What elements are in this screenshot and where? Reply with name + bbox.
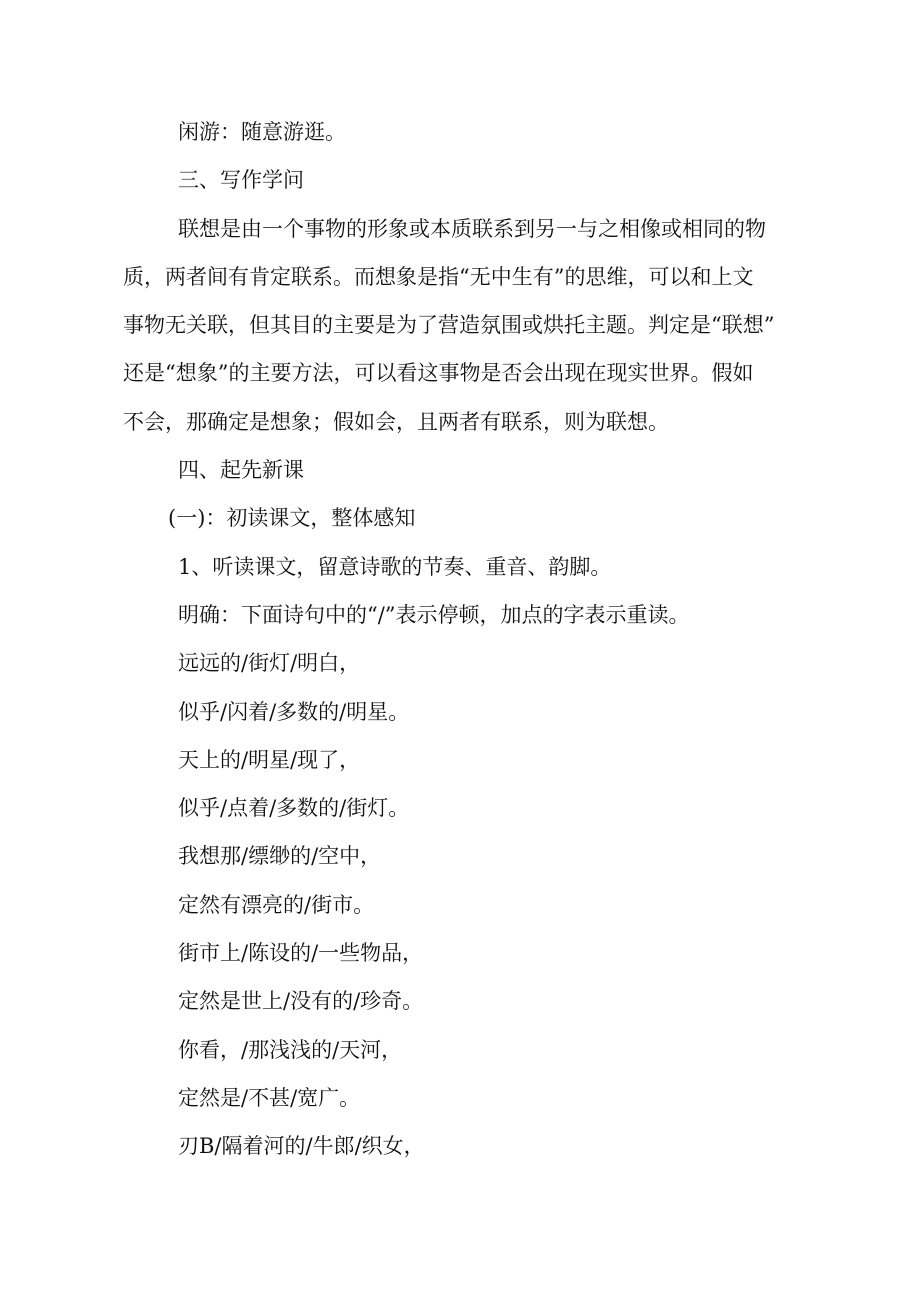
paragraph-line: 还是“想象”的主要方法，可以看这事物是否会出现在现实世界。假如 bbox=[123, 361, 754, 386]
document-body bbox=[123, 108, 803, 1171]
poem-line: 天上的/明星/现了， bbox=[178, 747, 361, 772]
poem-line: 你看，/那浅浅的/天河， bbox=[178, 1037, 403, 1062]
poem-line: 定然是/不甚/宽广。 bbox=[178, 1085, 361, 1110]
poem-line: 刃B/隔着河的/牛郎/织女， bbox=[178, 1134, 425, 1159]
paragraph-line: 质，两者间有肯定联系。而想象是指“无中生有”的思维，可以和上文 bbox=[123, 264, 754, 289]
poem-line: 似乎/点着/多数的/街灯。 bbox=[178, 796, 410, 821]
section-heading: 四、起先新课 bbox=[178, 458, 304, 483]
paragraph-line: 事物无关联，但其目的主要是为了营造氛围或烘托主题。判定是“联想” bbox=[123, 313, 775, 338]
subsection-heading: (一)：初读课文，整体感知 bbox=[168, 506, 416, 531]
section-heading: 三、写作学问 bbox=[178, 168, 304, 193]
poem-line: 我想那/缥缈的/空中， bbox=[178, 844, 382, 869]
poem-line: 定然有漂亮的/街市。 bbox=[178, 892, 375, 917]
paragraph-line: 不会，那确定是想象；假如会，且两者有联系，则为联想。 bbox=[123, 409, 669, 434]
paragraph-line: 1、听读课文，留意诗歌的节奏、重音、韵脚。 bbox=[178, 554, 612, 579]
poem-line: 远远的/街灯/明白， bbox=[178, 651, 361, 676]
poem-line: 街市上/陈设的/一些物品， bbox=[178, 941, 424, 966]
paragraph-line: 联想是由一个事物的形象或本质联系到另一与之相像或相同的物 bbox=[178, 216, 766, 241]
poem-line: 似乎/闪着/多数的/明星。 bbox=[178, 699, 410, 724]
poem-line: 定然是世上/没有的/珍奇。 bbox=[178, 989, 424, 1014]
paragraph-line: 明确：下面诗句中的“/”表示停顿，加点的字表示重读。 bbox=[178, 602, 690, 627]
paragraph-line: 闲游：随意游逛。 bbox=[178, 120, 346, 144]
